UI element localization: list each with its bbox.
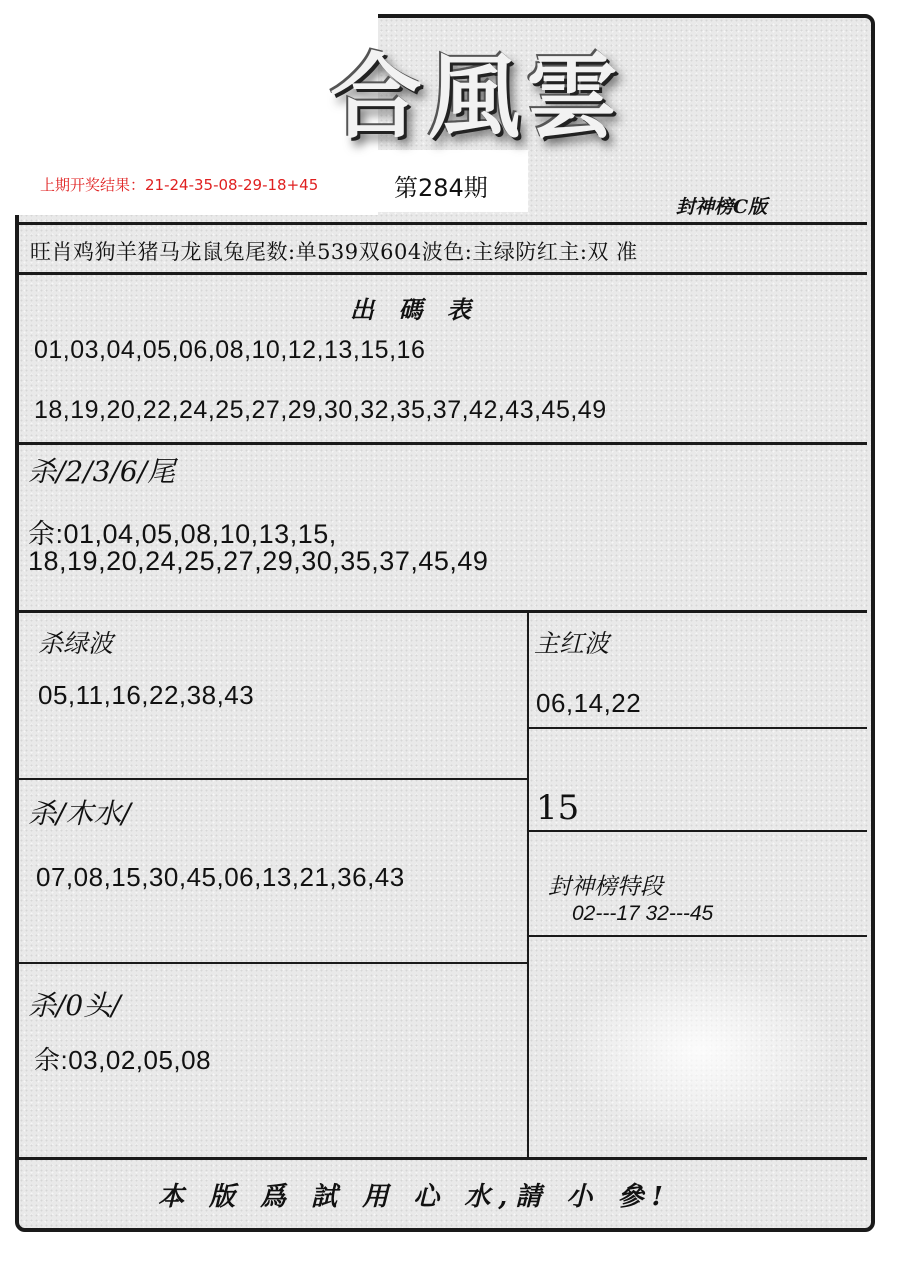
- main-red-label: 主红波: [534, 629, 610, 658]
- divider-right-1: [529, 727, 867, 729]
- kill-tail-remainder-2: 18,19,20,24,25,27,29,30,35,37,45,49: [28, 546, 489, 576]
- divider-left-1: [19, 778, 529, 780]
- page-title: 合風雲: [330, 43, 625, 151]
- kill-green-label: 杀绿波: [38, 629, 114, 658]
- divider-info: [19, 272, 867, 275]
- blank-panel: [560, 960, 840, 1140]
- last-result-value: 21-24-35-08-29-18+45: [145, 176, 319, 194]
- kill-zero-head-remainder: 余:03,02,05,08: [34, 1045, 212, 1075]
- special-segment-label: 封神榜特段: [548, 874, 663, 900]
- code-table-line-2: 18,19,20,22,24,25,27,29,30,32,35,37,42,43,45,49: [34, 396, 607, 424]
- edition-subtitle: 封神榜C版: [676, 196, 768, 218]
- code-table-heading: 出 碼 表: [350, 295, 479, 324]
- divider-vertical: [527, 612, 529, 1158]
- divider-footer: [19, 1157, 867, 1160]
- issue-number: 第284期: [394, 174, 488, 202]
- divider-right-2: [529, 830, 867, 832]
- kill-zero-head-label: 杀/0头/: [28, 989, 121, 1022]
- divider-kill-tail: [19, 610, 867, 613]
- footer-note: 本 版 爲 試 用 心 水,請 小 參!: [158, 1182, 671, 1212]
- divider-left-2: [19, 962, 529, 964]
- last-result-label: [40, 174, 318, 195]
- kill-wood-water-label: 杀/木水/: [28, 797, 131, 830]
- kill-wood-water-numbers: 07,08,15,30,45,06,13,21,36,43: [36, 862, 405, 892]
- divider-code-table: [19, 442, 867, 445]
- single-number: 15: [536, 788, 580, 828]
- kill-tail-remainder-1: 余:01,04,05,08,10,13,15,: [28, 519, 337, 549]
- info-line: 旺肖鸡狗羊猪马龙鼠兔尾数:单539双604波色:主绿防红主:双 准: [30, 240, 638, 264]
- divider-header: [19, 222, 867, 225]
- kill-green-numbers: 05,11,16,22,38,43: [38, 680, 255, 710]
- divider-right-3: [529, 935, 867, 937]
- main-red-numbers: 06,14,22: [536, 688, 642, 718]
- kill-tail-label: 杀/2/3/6/尾: [28, 455, 176, 488]
- code-table-line-1: 01,03,04,05,06,08,10,12,13,15,16: [34, 336, 426, 364]
- last-result-label-text: 上期开奖结果：: [40, 176, 146, 194]
- special-segment-value: 02---17 32---45: [572, 902, 714, 925]
